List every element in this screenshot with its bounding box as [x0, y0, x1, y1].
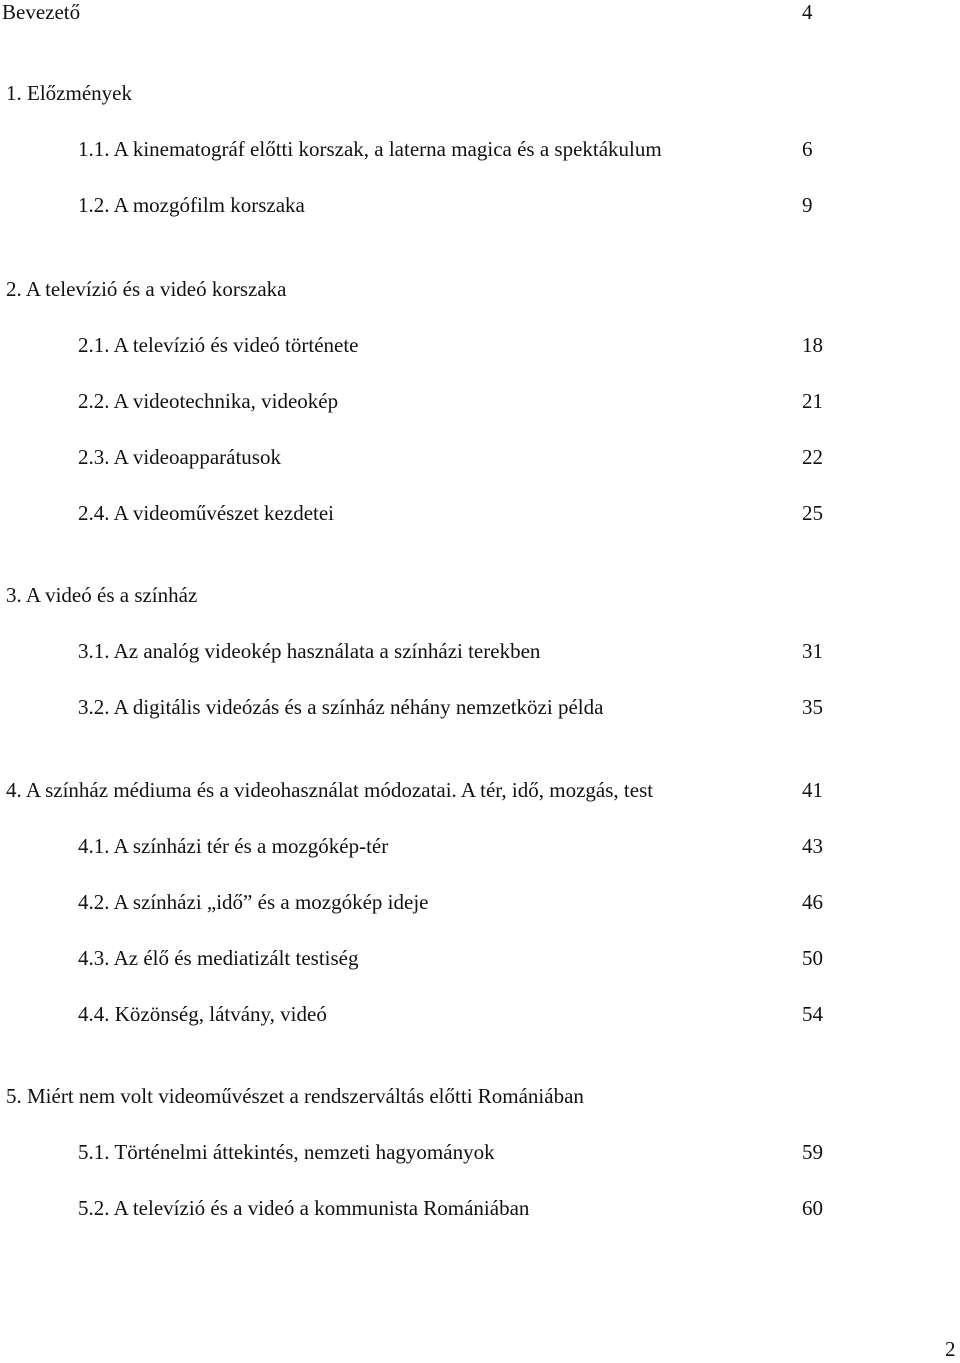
toc-entry-title: 1.1. A kinematográf előtti korszak, a laterna magica és a spektákulum: [78, 137, 662, 161]
toc-entry-title: 3.1. Az analóg videokép használata a színházi terekben: [78, 639, 541, 663]
toc-entry-title: 2.1. A televízió és videó története: [78, 333, 359, 357]
toc-entry: [0, 636, 960, 666]
toc-entry-page: 22: [802, 445, 823, 469]
toc-entry-page: 4: [802, 0, 813, 24]
toc-entry-page: 6: [802, 137, 813, 161]
toc-entry-title: 4.4. Közönség, látvány, videó: [78, 1002, 327, 1026]
toc-entry: [0, 692, 960, 722]
toc-entry: [0, 442, 960, 472]
toc-entry: [0, 78, 960, 108]
toc-entry: [0, 134, 960, 164]
toc-entry-title: 4.1. A színházi tér és a mozgókép-tér: [78, 834, 389, 858]
toc-entry: [0, 831, 960, 861]
toc-entry-title: 4.2. A színházi „idő” és a mozgókép ideje: [78, 890, 429, 914]
toc-entry: [0, 0, 960, 27]
toc-entry: [0, 386, 960, 416]
toc-entry-page: 43: [802, 834, 823, 858]
toc-entry-title: 4.3. Az élő és mediatizált testiség: [78, 946, 359, 970]
toc-entry-page: 18: [802, 333, 823, 357]
page-number: 2: [945, 1337, 956, 1361]
toc-entry-page: 46: [802, 890, 823, 914]
toc-entry: [0, 580, 960, 610]
toc-entry-title: 2.2. A videotechnika, videokép: [78, 389, 339, 413]
toc-entry-title: 2. A televízió és a videó korszaka: [6, 277, 287, 301]
toc-entry-page: 9: [802, 193, 813, 217]
toc-entry-title: 3. A videó és a színház: [6, 583, 198, 607]
toc-entry-title: 4. A színház médiuma és a videohasználat módozatai. A tér, idő, mozgás, test: [6, 778, 654, 802]
toc-entry-page: 59: [802, 1140, 823, 1164]
toc-entry-page: 54: [802, 1002, 823, 1026]
toc-entry: [0, 330, 960, 360]
toc-entry: [0, 498, 960, 528]
toc-entry-page: 21: [802, 389, 823, 413]
toc-entry-title: 5.1. Történelmi áttekintés, nemzeti hagyományok: [78, 1140, 495, 1164]
toc-entry-page: 41: [802, 778, 823, 802]
toc-entry-title: 3.2. A digitális videózás és a színház néhány nemzetközi példa: [78, 695, 604, 719]
toc-entry-page: 60: [802, 1196, 823, 1220]
toc-entry-page: 25: [802, 501, 823, 525]
toc-entry: [0, 887, 960, 917]
toc-entry-title: 5. Miért nem volt videoművészet a rendszerváltás előtti Romániában: [6, 1084, 584, 1108]
toc-entry: [0, 1193, 960, 1223]
toc-entry: [0, 1137, 960, 1167]
toc-entry: [0, 999, 960, 1029]
toc-entry-page: 50: [802, 946, 823, 970]
toc-entry: [0, 190, 960, 220]
toc-entry-title: 5.2. A televízió és a videó a kommunista Romániában: [78, 1196, 530, 1220]
toc-entry: [0, 1081, 960, 1111]
toc-entry-title: 2.3. A videoapparátusok: [78, 445, 281, 469]
toc-entry-page: 31: [802, 639, 823, 663]
toc-entry: [0, 943, 960, 973]
toc-entry-title: 2.4. A videoművészet kezdetei: [78, 501, 335, 525]
toc-entry: [0, 274, 960, 304]
toc-entry: [0, 775, 960, 805]
toc-entry-title: 1.2. A mozgófilm korszaka: [78, 193, 305, 217]
toc-entry-title: 1. Előzmények: [6, 81, 132, 105]
toc-entry-title: Bevezető: [2, 0, 81, 24]
toc-entry-page: 35: [802, 695, 823, 719]
